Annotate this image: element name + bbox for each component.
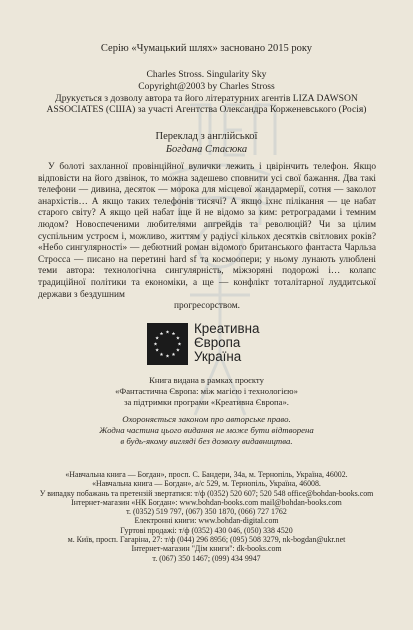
imprint-line: т. (067) 350 1467; (099) 434 9947 bbox=[152, 553, 261, 563]
publisher-imprint bbox=[0, 470, 413, 563]
imprint-line: т. (0352) 519 797, (067) 350 1870, (066) 727 1762 bbox=[126, 507, 287, 517]
credit-line: Charles Stross. Singularity Sky bbox=[146, 69, 267, 80]
imprint-line: Інтернет-магазин «НК Богдан»: www.bohdan-books.com mail@bohdan-books.com bbox=[71, 497, 342, 507]
copyright-line: в будь-якому вигляді без дозволу видавництва. bbox=[120, 435, 293, 446]
copyright-line: Жодна частина цього видання не може бути відтворена bbox=[99, 424, 314, 435]
annotation-body: У болоті захланної провінційної вулички лежить і цвірінчить телефон. Якщо відповісти на його дзвінок, то можна задешево сповнити усі свої бажання. Два такі телефони — дивина, десяток — морока для місцевої жандармерії, сотня — заколот анархістів… А якщо таких телефонів тисячі? А якщо їхнє пілікання — це набат старого світу? А якщо цей набат іще й не відомо за ким: ретроградами і темним людом? Новоспеченими любителями апгрейдів та революцій? Чи за цілим суспільним устроєм і, можливо, життям у радіусі кількох десятків світлових років? «Небо сингулярності» — дебютний роман відомого британського фантаста Чарльза Стросса — писано на перетині hard sf та космоопери; у ньому лунають улюблені теми автора: технологічна сингулярність, міжзоряні подорожі і… колапс традиційної політики та економіки, а ще — конфлікт тоталітарної луддитської держави з бездушним bbox=[38, 162, 376, 300]
copyright-line: Охороняється законом про авторське право. bbox=[122, 414, 291, 424]
series-line: Серію «Чумацький шлях» засновано 2015 року bbox=[100, 43, 313, 54]
imprint-line: «Навчальна книга — Богдан», просп. С. Бандери, 34а, м. Тернопіль, Україна, 46002. bbox=[65, 470, 348, 479]
logo-wordmark bbox=[194, 322, 259, 365]
imprint-line: У випадку побажань та претензій звертатися: т/ф (0352) 520 607; 520 548 office@bohdan-books.com bbox=[39, 488, 374, 498]
translation-credit bbox=[0, 131, 413, 156]
imprint-line: Інтернет-магазин "Дім книги": dk-books.com bbox=[131, 544, 282, 554]
project-line: Книга видана в рамках проєкту bbox=[149, 375, 264, 385]
creative-europe-flag-icon bbox=[147, 323, 188, 365]
project-note bbox=[0, 375, 413, 407]
imprint-line: м. Київ, просп. Гагаріна, 27: т/ф (044) 296 8956; (095) 508 3279, nk-bogdan@ukr.net bbox=[67, 535, 346, 545]
project-line: за підтримки програми «Креативна Європа». bbox=[124, 396, 289, 407]
logo-line: Креативна bbox=[194, 321, 260, 336]
project-line: «Фантастична Європа: між магією і технологією» bbox=[115, 385, 298, 396]
translation-label: Переклад з англійської bbox=[155, 131, 258, 142]
logo-line: Україна bbox=[194, 349, 242, 365]
copyright-notice bbox=[0, 414, 413, 446]
translator-name: Богдана Стасюка bbox=[165, 143, 248, 155]
credit-line: Друкується з дозволу автора та його літературних агентів LIZA DAWSON bbox=[55, 92, 358, 104]
imprint-line: «Навчальна книга — Богдан», а/с 529, м. Тернопіль, Україна, 46008. bbox=[92, 479, 321, 489]
book-annotation bbox=[38, 162, 376, 313]
imprint-line: Гуртові продажі: т/ф (0352) 430 046, (050) 338 4520 bbox=[120, 525, 293, 535]
imprint-line: Електронні книги: www.bohdan-digital.com bbox=[134, 516, 279, 526]
creative-europe-logo bbox=[147, 323, 267, 365]
logo-line: Європа bbox=[194, 335, 241, 351]
original-credits bbox=[0, 69, 413, 116]
annotation-last-line: прогресорством. bbox=[173, 301, 241, 312]
credit-line: Copyright@2003 by Charles Stross bbox=[138, 80, 275, 92]
credit-line: ASSOCIATES (США) за участі Агентства Олександра Корженевського (Росія) bbox=[46, 104, 367, 116]
